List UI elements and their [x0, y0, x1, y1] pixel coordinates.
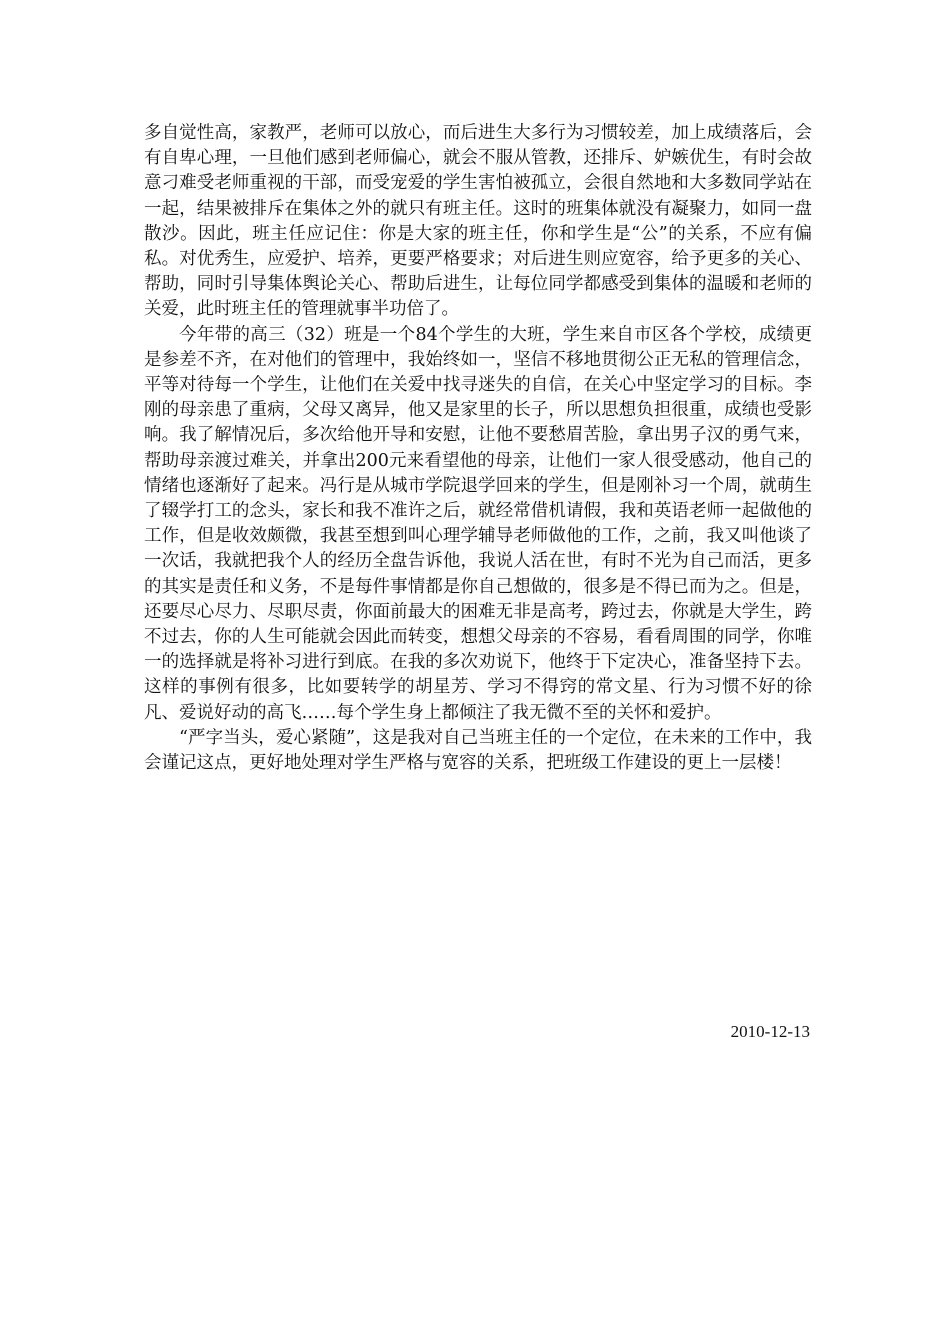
document-body: [144, 121, 812, 776]
paragraph-2: 今年带的高三（32）班是一个84个学生的大班，学生来自市区各个学校，成绩更是参差不齐，在对他们的管理中，我始终如一，坚信不移地贯彻公正无私的管理信念，平等对待每一个学生，让他们在关爱中找寻迷失的自信，在关心中坚定学习的目标。李刚的母亲患了重病，父母又离异，他又是家里的长子，所以思想负担很重，成绩也受影响。我了解情况后，多次给他开导和安慰，让他不要愁眉苦脸，拿出男子汉的勇气来，帮助母亲渡过难关，并拿出200元来看望他的母亲，让他们一家人很受感动，他自己的情绪也逐渐好了起来。冯行是从城市学院退学回来的学生，但是刚补习一个周，就萌生了辍学打工的念头，家长和我不准许之后，就经常借机请假，我和英语老师一起做他的工作，但是收效颇微，我甚至想到叫心理学辅导老师做他的工作，之前，我又叫他谈了一次话，我就把我个人的经历全盘告诉他，我说人活在世，有时不光为自己而活，更多的其实是责任和义务，不是每件事情都是你自己想做的，很多是不得已而为之。但是，还要尽心尽力、尽职尽责，你面前最大的困难无非是高考，跨过去，你就是大学生，跨不过去，你的人生可能就会因此而转变，想想父母亲的不容易，看看周围的同学，你唯一的选择就是将补习进行到底。在我的多次劝说下，他终于下定决心，准备坚持下去。这样的事例有很多，比如要转学的胡星芳、学习不得窍的常文星、行为习惯不好的徐凡、爱说好动的高飞……每个学生身上都倾注了我无微不至的关怀和爱护。: [144, 324, 812, 723]
document-date: 2010-12-13: [730, 1022, 810, 1041]
paragraph-1: 多自觉性高，家教严，老师可以放心，而后进生大多行为习惯较差，加上成绩落后，会有自卑心理，一旦他们感到老师偏心，就会不服从管教，还排斥、妒嫉优生，有时会故意刁难受老师重视的干部，而受宠爱的学生害怕被孤立，会很自然地和大多数同学站在一起，结果被排斥在集体之外的就只有班主任。这时的班集体就没有凝聚力，如同一盘散沙。因此，班主任应记住：你是大家的班主任，你和学生是“公”的关系，不应有偏私。对优秀生，应爱护、培养，更要严格要求；对后进生则应宽容，给予更多的关心、帮助，同时引导集体舆论关心、帮助后进生，让每位同学都感受到集体的温暖和老师的关爱，此时班主任的管理就事半功倍了。: [144, 123, 812, 320]
paragraph-3: “严字当头，爱心紧随”，这是我对自己当班主任的一个定位，在未来的工作中，我会谨记这点，更好地处理对学生严格与宽容的关系，把班级工作建设的更上一层楼！: [144, 727, 812, 774]
